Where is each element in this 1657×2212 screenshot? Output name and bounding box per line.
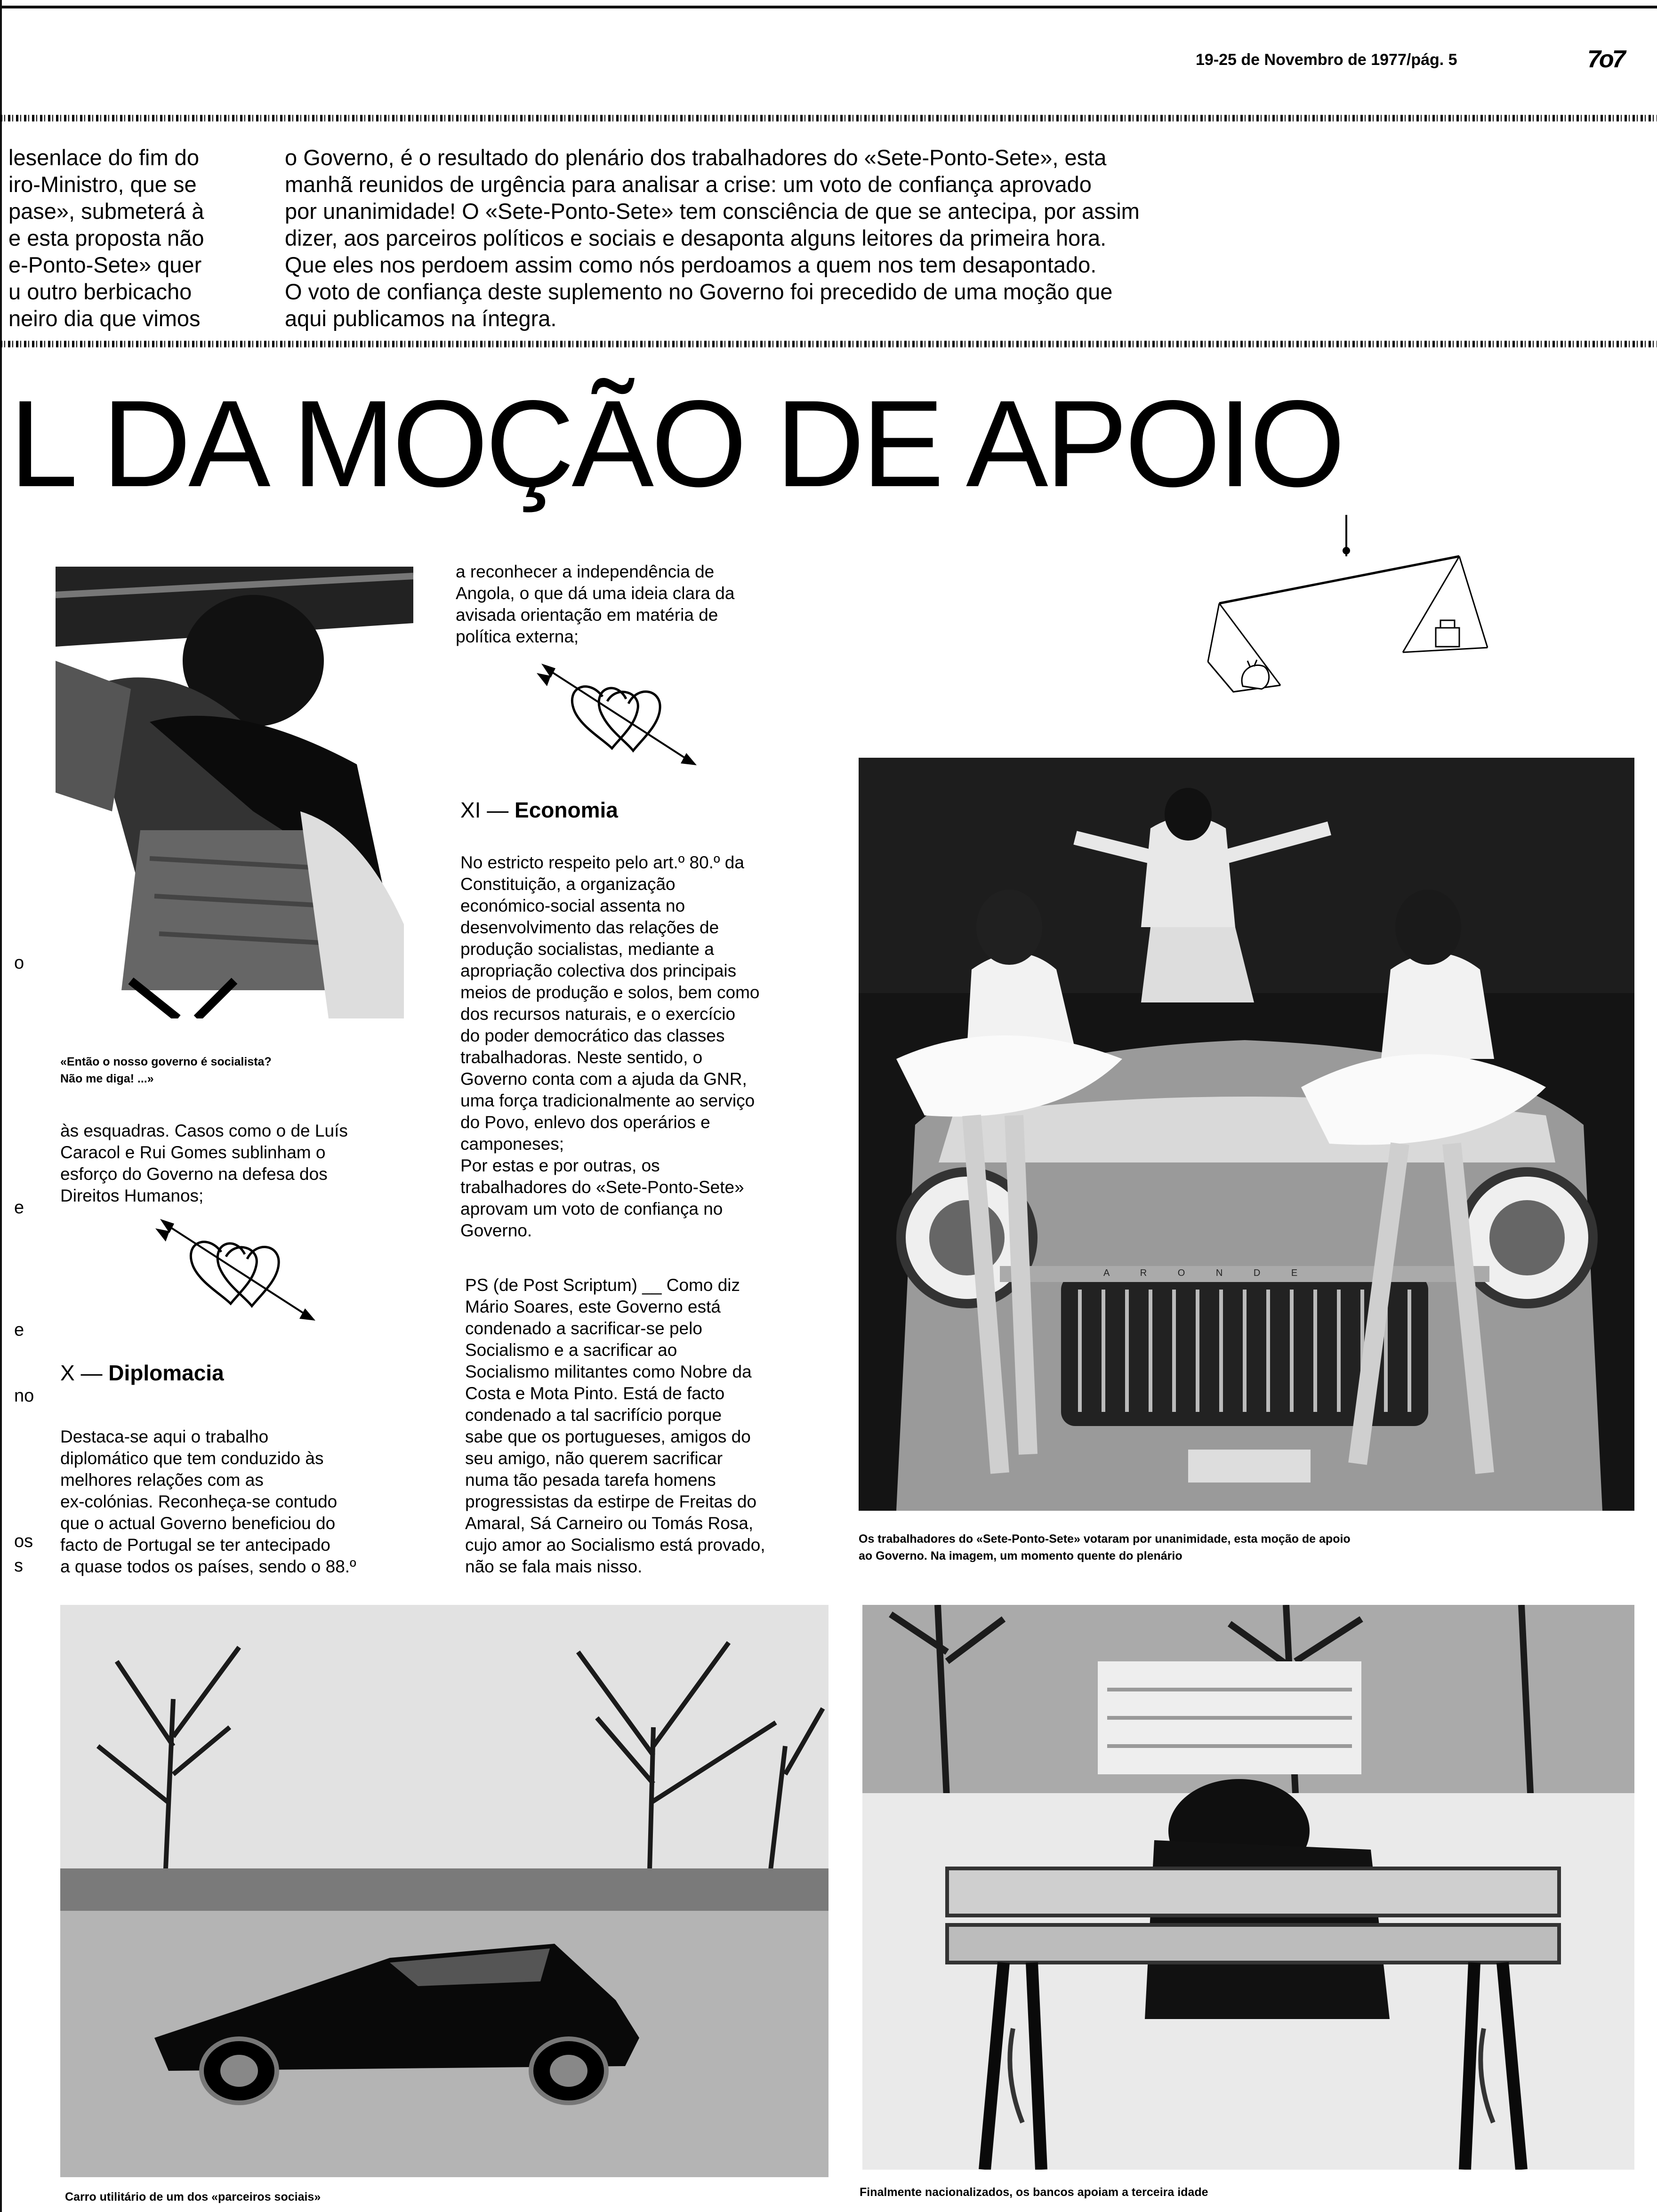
text-line: progressistas da estirpe de Freitas do [465,1492,757,1511]
intro-left-column [8,144,230,332]
text-line: condenado a sacrificar-se pelo [465,1319,702,1338]
col2-text-b [460,852,837,1242]
text-line: PS (de Post Scriptum) __ Como diz [465,1275,740,1295]
text-line: Direitos Humanos; [60,1186,204,1205]
text-line: aprovam um voto de confiança no [460,1199,723,1218]
bench-caption: Finalmente nacionalizados, os bancos apoiam a terceira idade [860,2186,1208,2199]
text-line: Costa e Mota Pinto. Está de facto [465,1384,725,1403]
section-number: X — [60,1361,103,1385]
text-line: a reconhecer a independência de [456,562,715,581]
text-line: cujo amor ao Socialismo está provado, [465,1535,765,1555]
text-line: a quase todos os países, sendo o 88.º [60,1557,356,1576]
hearts-arrow-icon [537,659,706,772]
text-line: Por estas e por outras, os [460,1156,660,1175]
section-x-heading [60,1360,224,1386]
intro-left-line: neiro dia que vimos [8,306,201,331]
text-line: Caracol e Rui Gomes sublinham o [60,1143,326,1162]
intro-line: por unanimidade! O «Sete-Ponto-Sete» tem consciência de que se antecipa, por assim [285,199,1140,224]
intro-line: O voto de confiança deste suplemento no Governo foi precedido de uma moção que [285,279,1113,304]
intro-rule [0,341,1657,347]
couple-photo-caption [60,1053,418,1087]
text-line: trabalhadoras. Neste sentido, o [460,1048,703,1067]
intro-left-line: e-Ponto-Sete» quer [8,252,202,277]
text-line: uma força tradicionalmente ao serviço [460,1091,755,1110]
header-rule [0,115,1657,121]
section-number: XI — [460,798,509,822]
ballerinas-car-image [859,758,1634,1511]
logo: 7o7 [1587,46,1624,73]
text-line: Constituição, a organização [460,874,676,894]
text-line: trabalhadores do «Sete-Ponto-Sete» [460,1178,744,1197]
text-line: Destaca-se aqui o trabalho [60,1427,269,1446]
page-header [0,0,1657,113]
balance-scale-icon [1205,511,1497,728]
text-line: às esquadras. Casos como o de Luís [60,1121,348,1140]
caption-line: Não me diga! ...» [60,1072,154,1085]
intro-left-line: pase», submeterá à [8,199,204,224]
text-line: Amaral, Sá Carneiro ou Tomás Rosa, [465,1514,754,1533]
text-line: ex-colónias. Reconheça-se contudo [60,1492,338,1511]
text-line: No estricto respeito pelo art.º 80.º da [460,853,744,872]
col1-text-b [60,1426,418,1578]
text-line: facto de Portugal se ter antecipado [60,1535,330,1555]
text-line: do poder democrático das classes [460,1026,725,1045]
headline: L DA MOÇÃO DE APOIO [9,375,1343,513]
text-line: seu amigo, não querem sacrificar [465,1449,723,1468]
margin-fragment: os [14,1531,33,1551]
col2-text-a [456,561,823,648]
intro-line: manhã reunidos de urgência para analisar a crise: um voto de confiança aprovado [285,172,1092,197]
bench-photo [862,1605,1634,2170]
intro-left-line: u outro berbicacho [8,279,192,304]
text-line: Socialismo militantes como Nobre da [465,1362,752,1381]
text-line: não se fala mais nisso. [465,1557,643,1576]
margin-fragment: e [14,1320,24,1340]
text-line: Angola, o que dá uma ideia clara da [456,584,735,603]
intro-line: dizer, aos parceiros políticos e sociais e desaponta alguns leitores da primeira hora. [285,225,1107,250]
text-line: desenvolvimento das relações de [460,918,719,937]
text-line: camponeses; [460,1134,564,1154]
text-line: dos recursos naturais, e o exercício [460,1004,736,1024]
intro-line: Que eles nos perdoem assim como nós perdoamos a quem nos tem desapontado. [285,252,1097,277]
caption-line: «Então o nosso governo é socialista? [60,1055,272,1068]
section-title: Economia [515,798,618,822]
margin-fragment: s [14,1556,23,1576]
text-line: produção socialistas, mediante a [460,939,714,959]
sports-car-image [60,1605,828,2177]
text-line: meios de produção e solos, bem como [460,983,760,1002]
caption-line: Os trabalhadores do «Sete-Ponto-Sete» votaram por unanimidade, esta moção de apoio [859,1532,1351,1546]
text-line: económico-social assenta no [460,896,685,915]
text-line: apropriação colectiva dos principais [460,961,737,980]
margin-fragment: no [14,1386,34,1406]
intro-left-line: lesenlace do fim do [8,145,199,170]
text-line: política externa; [456,627,579,646]
text-line: esforço do Governo na defesa dos [60,1164,328,1184]
text-line: Socialismo e a sacrificar ao [465,1340,677,1360]
text-line: avisada orientação em matéria de [456,605,718,625]
couple-photo-image [56,567,413,1018]
text-line: diplomático que tem conduzido às [60,1449,324,1468]
text-line: do Povo, enlevo dos operários e [460,1113,710,1132]
intro-line: o Governo, é o resultado do plenário dos trabalhadores do «Sete-Ponto-Sete», esta [285,145,1107,170]
caption-line: ao Governo. Na imagem, um momento quente do plenário [859,1549,1182,1563]
section-title: Diplomacia [108,1361,224,1385]
ballerinas-caption [859,1531,1634,1564]
text-line: Mário Soares, este Governo está [465,1297,721,1316]
ballerinas-car-photo [859,758,1634,1511]
text-line: melhores relações com as [60,1470,264,1490]
intro-left-line: iro-Ministro, que se [8,172,197,197]
text-line: que o actual Governo beneficiou do [60,1514,336,1533]
text-line: Governo conta com a ajuda da GNR, [460,1069,747,1089]
margin-fragment: e [14,1198,24,1218]
margin-fragment: o [14,953,24,973]
section-xi-heading [460,797,618,823]
intro-line: aqui publicamos na íntegra. [285,306,557,331]
sports-car-photo [60,1605,828,2177]
col2-text-c [465,1274,842,1578]
text-line: numa tão pesada tarefa homens [465,1470,716,1490]
text-line: sabe que os portugueses, amigos do [465,1427,751,1446]
couple-photo [56,567,413,1018]
hearts-arrow-icon [155,1214,325,1327]
text-line: Governo. [460,1221,532,1240]
intro-left-line: e esta proposta não [8,225,204,250]
date-page-line: 19-25 de Novembro de 1977/pág. 5 [1196,51,1457,69]
text-line: condenado a tal sacrifício porque [465,1405,722,1425]
intro-main-column [285,144,1302,332]
col1-text-a [60,1120,418,1207]
car-caption: Carro utilitário de um dos «parceiros sociais» [65,2190,321,2204]
bench-image [862,1605,1634,2170]
car-grille-lettering: A R O N D E [1103,1268,1312,1278]
